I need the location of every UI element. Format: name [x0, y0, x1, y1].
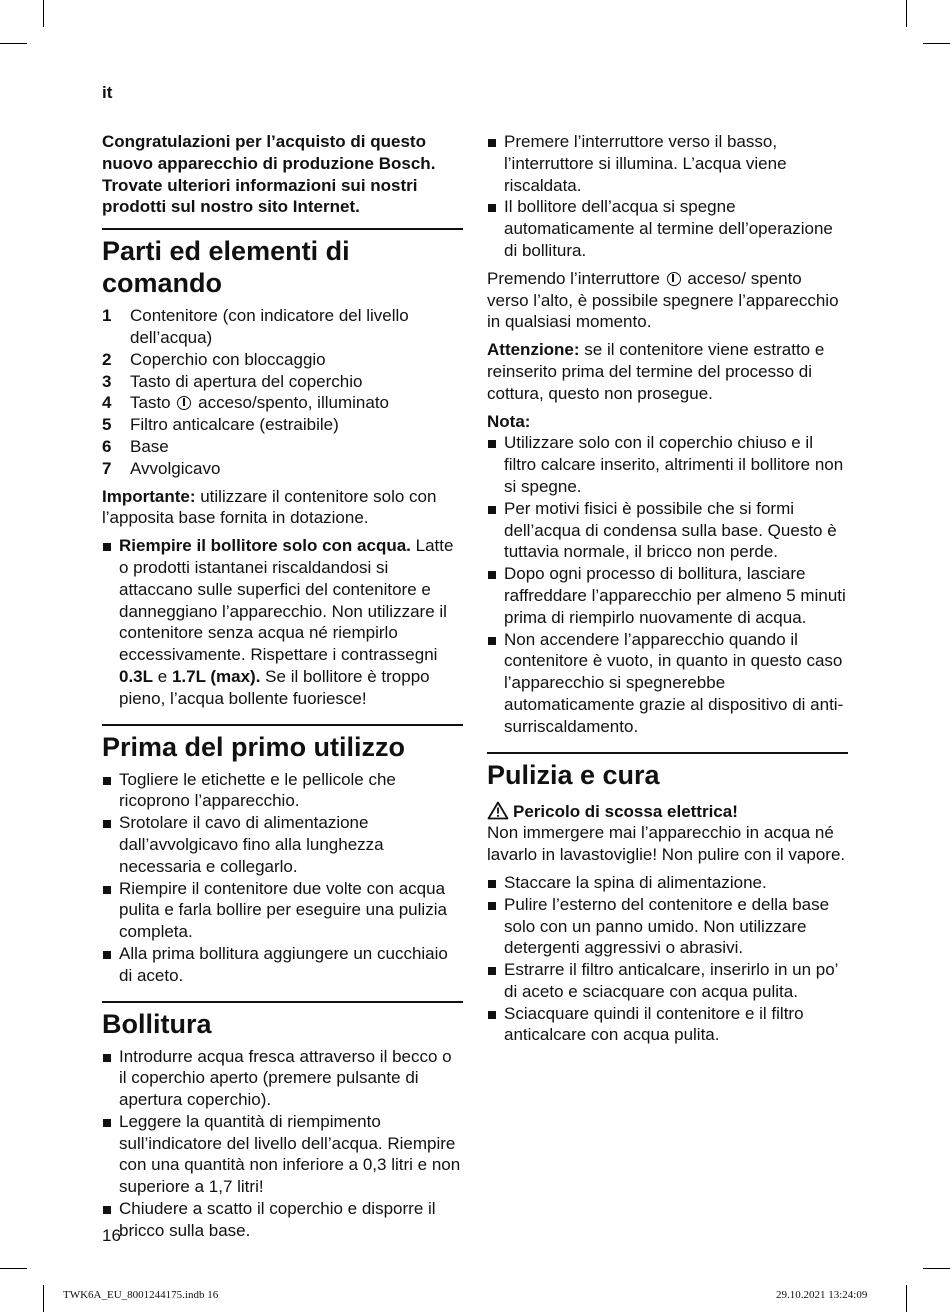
- item-number: 5: [102, 415, 112, 435]
- list-item: [102, 535, 463, 709]
- right-column: [487, 131, 848, 1052]
- list-item: Staccare la spina di alimentazione.: [487, 872, 848, 894]
- list-item: [102, 305, 463, 349]
- list-item: Leggere la quantità di riempimento sull’indicatore del livello dell’acqua. Riempire con una quantità non inferiore a 0,3 litri e non superiore a 1,7 litri!: [102, 1111, 463, 1198]
- boiling-list-left: [102, 1046, 463, 1242]
- list-item: Srotolare il cavo di alimentazione dall’avvolgicavo fino alla lunghezza necessaria e collegarlo.: [102, 812, 463, 877]
- crop-mark: [0, 43, 27, 44]
- warning-title-row: [487, 801, 848, 823]
- item-text: Tasto di apertura del coperchio: [130, 371, 363, 391]
- item-number: 6: [102, 436, 112, 456]
- list-item: Utilizzare solo con il coperchio chiuso e il filtro calcare inserito, altrimenti il bollitore non si spegne.: [487, 432, 848, 497]
- list-item: Sciacquare quindi il contenitore e il filtro anticalcare con acqua pulita.: [487, 1003, 848, 1047]
- important-note: [102, 486, 463, 530]
- list-item: [102, 436, 463, 458]
- heading-first-use: Prima del primo utilizzo: [102, 724, 463, 763]
- crop-mark: [43, 1285, 44, 1312]
- list-item: Dopo ogni processo di bollitura, lasciare raffreddare l’apparecchio per almeno 5 minuti prima di riempirlo nuovamente di acqua.: [487, 563, 848, 628]
- item-text: Filtro anticalcare (estraibile): [130, 415, 339, 435]
- fill-bold: Riempire il bollitore solo con acqua.: [119, 536, 411, 556]
- item-number: 7: [102, 458, 112, 478]
- attention-label: Attenzione:: [487, 340, 580, 360]
- mark-min: 0.3L: [119, 666, 154, 686]
- crop-mark: [906, 1285, 907, 1312]
- mark-max: 1.7L (max).: [171, 666, 261, 686]
- heading-cleaning: Pulizia e cura: [487, 752, 848, 791]
- switch-off-note: [487, 268, 848, 333]
- intro-text: Congratulazioni per l’acquisto di questo nuovo apparecchio di produzione Bosch. Trovate ulteriori informazioni sui nostri prodotti sul nostro sito Internet.: [102, 132, 436, 217]
- crop-mark: [923, 1268, 950, 1269]
- list-item: Togliere le etichette e le pellicole che ricoprono l’apparecchio.: [102, 769, 463, 813]
- list-item: [102, 371, 463, 393]
- attention-note: [487, 339, 848, 404]
- fill-text: Latte o prodotti istantanei riscaldandosi si attaccano sulle superfici del contenitore e danneggiano l’apparecchio. Non utilizzare il contenitore senza acqua né riempirlo eccessivamente. Rispettare i contrassegni: [119, 536, 454, 665]
- attention-text: se il contenitore viene estratto e reinserito prima del termine del processo di cottura, questo non prosegue.: [487, 340, 825, 403]
- important-label: Importante:: [102, 486, 196, 506]
- list-item: Alla prima bollitura aggiungere un cucchiaio di aceto.: [102, 943, 463, 987]
- note-label: Nota:: [487, 411, 531, 431]
- warning-title: Pericolo di scossa elettrica!: [513, 801, 738, 821]
- crop-mark: [43, 0, 44, 27]
- crop-mark: [923, 43, 950, 44]
- item-text-pre: Tasto: [130, 393, 171, 413]
- notes-list: [487, 432, 848, 737]
- list-item: Estrarre il filtro anticalcare, inserirlo in un po’ di aceto e sciacquare con acqua pulita.: [487, 959, 848, 1003]
- cleaning-list: [487, 872, 848, 1046]
- switch-pre: Premendo l’interruttore: [487, 268, 660, 288]
- item-number: 3: [102, 371, 112, 391]
- item-text: Base: [130, 436, 169, 456]
- switch-post: acceso/ spento verso l’alto, è possibile spegnere l’apparecchio in qualsiasi momento.: [487, 268, 839, 332]
- warning-text: Non immergere mai l’apparecchio in acqua né lavarlo in lavastoviglie! Non pulire con il vapore.: [487, 823, 846, 865]
- list-item: Non accendere l’apparecchio quando il contenitore è vuoto, in quanto in questo caso l’apparecchio si spegnerebbe automaticamente grazie al dispositivo di anti-surriscaldamento.: [487, 629, 848, 738]
- list-item: Premere l’interruttore verso il basso, l’interruttore si illumina. L’acqua viene riscaldata.: [487, 131, 848, 196]
- crop-mark: [0, 1268, 27, 1269]
- heading-boiling: Bollitura: [102, 1001, 463, 1040]
- list-item: Chiudere a scatto il coperchio e disporre il bricco sulla base.: [102, 1198, 463, 1242]
- parts-list: [102, 305, 463, 479]
- list-item: Introdurre acqua fresca attraverso il becco o il coperchio aperto (premere pulsante di apertura coperchio).: [102, 1046, 463, 1111]
- item-text: Avvolgicavo: [130, 458, 221, 478]
- item-text: Coperchio con bloccaggio: [130, 349, 326, 369]
- warning-icon: [487, 801, 509, 820]
- list-item: Il bollitore dell’acqua si spegne automaticamente al termine dell’operazione di bollitura.: [487, 196, 848, 261]
- fill-and: e: [153, 666, 172, 686]
- list-item: Pulire l’esterno del contenitore e della base solo con un panno umido. Non utilizzare detergenti aggressivi o abrasivi.: [487, 894, 848, 959]
- item-number: 1: [102, 306, 112, 326]
- power-icon: [177, 396, 191, 410]
- power-icon: [667, 272, 681, 286]
- footer-file: TWK6A_EU_8001244175.indb 16: [63, 1289, 219, 1301]
- list-item: [102, 458, 463, 480]
- left-column: [102, 131, 463, 1248]
- list-item: [102, 414, 463, 436]
- list-item: [102, 392, 463, 414]
- fill-warning-list: [102, 535, 463, 709]
- important-text: utilizzare il contenitore solo con l’apposita base fornita in dotazione.: [102, 486, 437, 528]
- list-item: [102, 349, 463, 371]
- fill-text-end: Se il bollitore è troppo pieno, l’acqua bollente fuoriesce!: [119, 666, 430, 708]
- first-use-list: [102, 769, 463, 987]
- footer-date: 29.10.2021 13:24:09: [776, 1289, 868, 1301]
- item-text: Contenitore (con indicatore del livello dell’acqua): [130, 306, 409, 347]
- item-number: 2: [102, 349, 112, 369]
- item-text-post: acceso/spento, illuminato: [198, 393, 389, 413]
- item-number: 4: [102, 393, 112, 413]
- page-number: 16: [102, 1226, 121, 1245]
- language-label: it: [102, 83, 113, 102]
- list-item: Per motivi fisici è possibile che si formi dell’acqua di condensa sulla base. Questo è tuttavia normale, il bricco non perde.: [487, 498, 848, 563]
- heading-parts: Parti ed elementi di comando: [102, 228, 463, 299]
- crop-mark: [906, 0, 907, 27]
- list-item: Riempire il contenitore due volte con acqua pulita e farla bollire per eseguire una pulizia completa.: [102, 878, 463, 943]
- boiling-list-right: [487, 131, 848, 262]
